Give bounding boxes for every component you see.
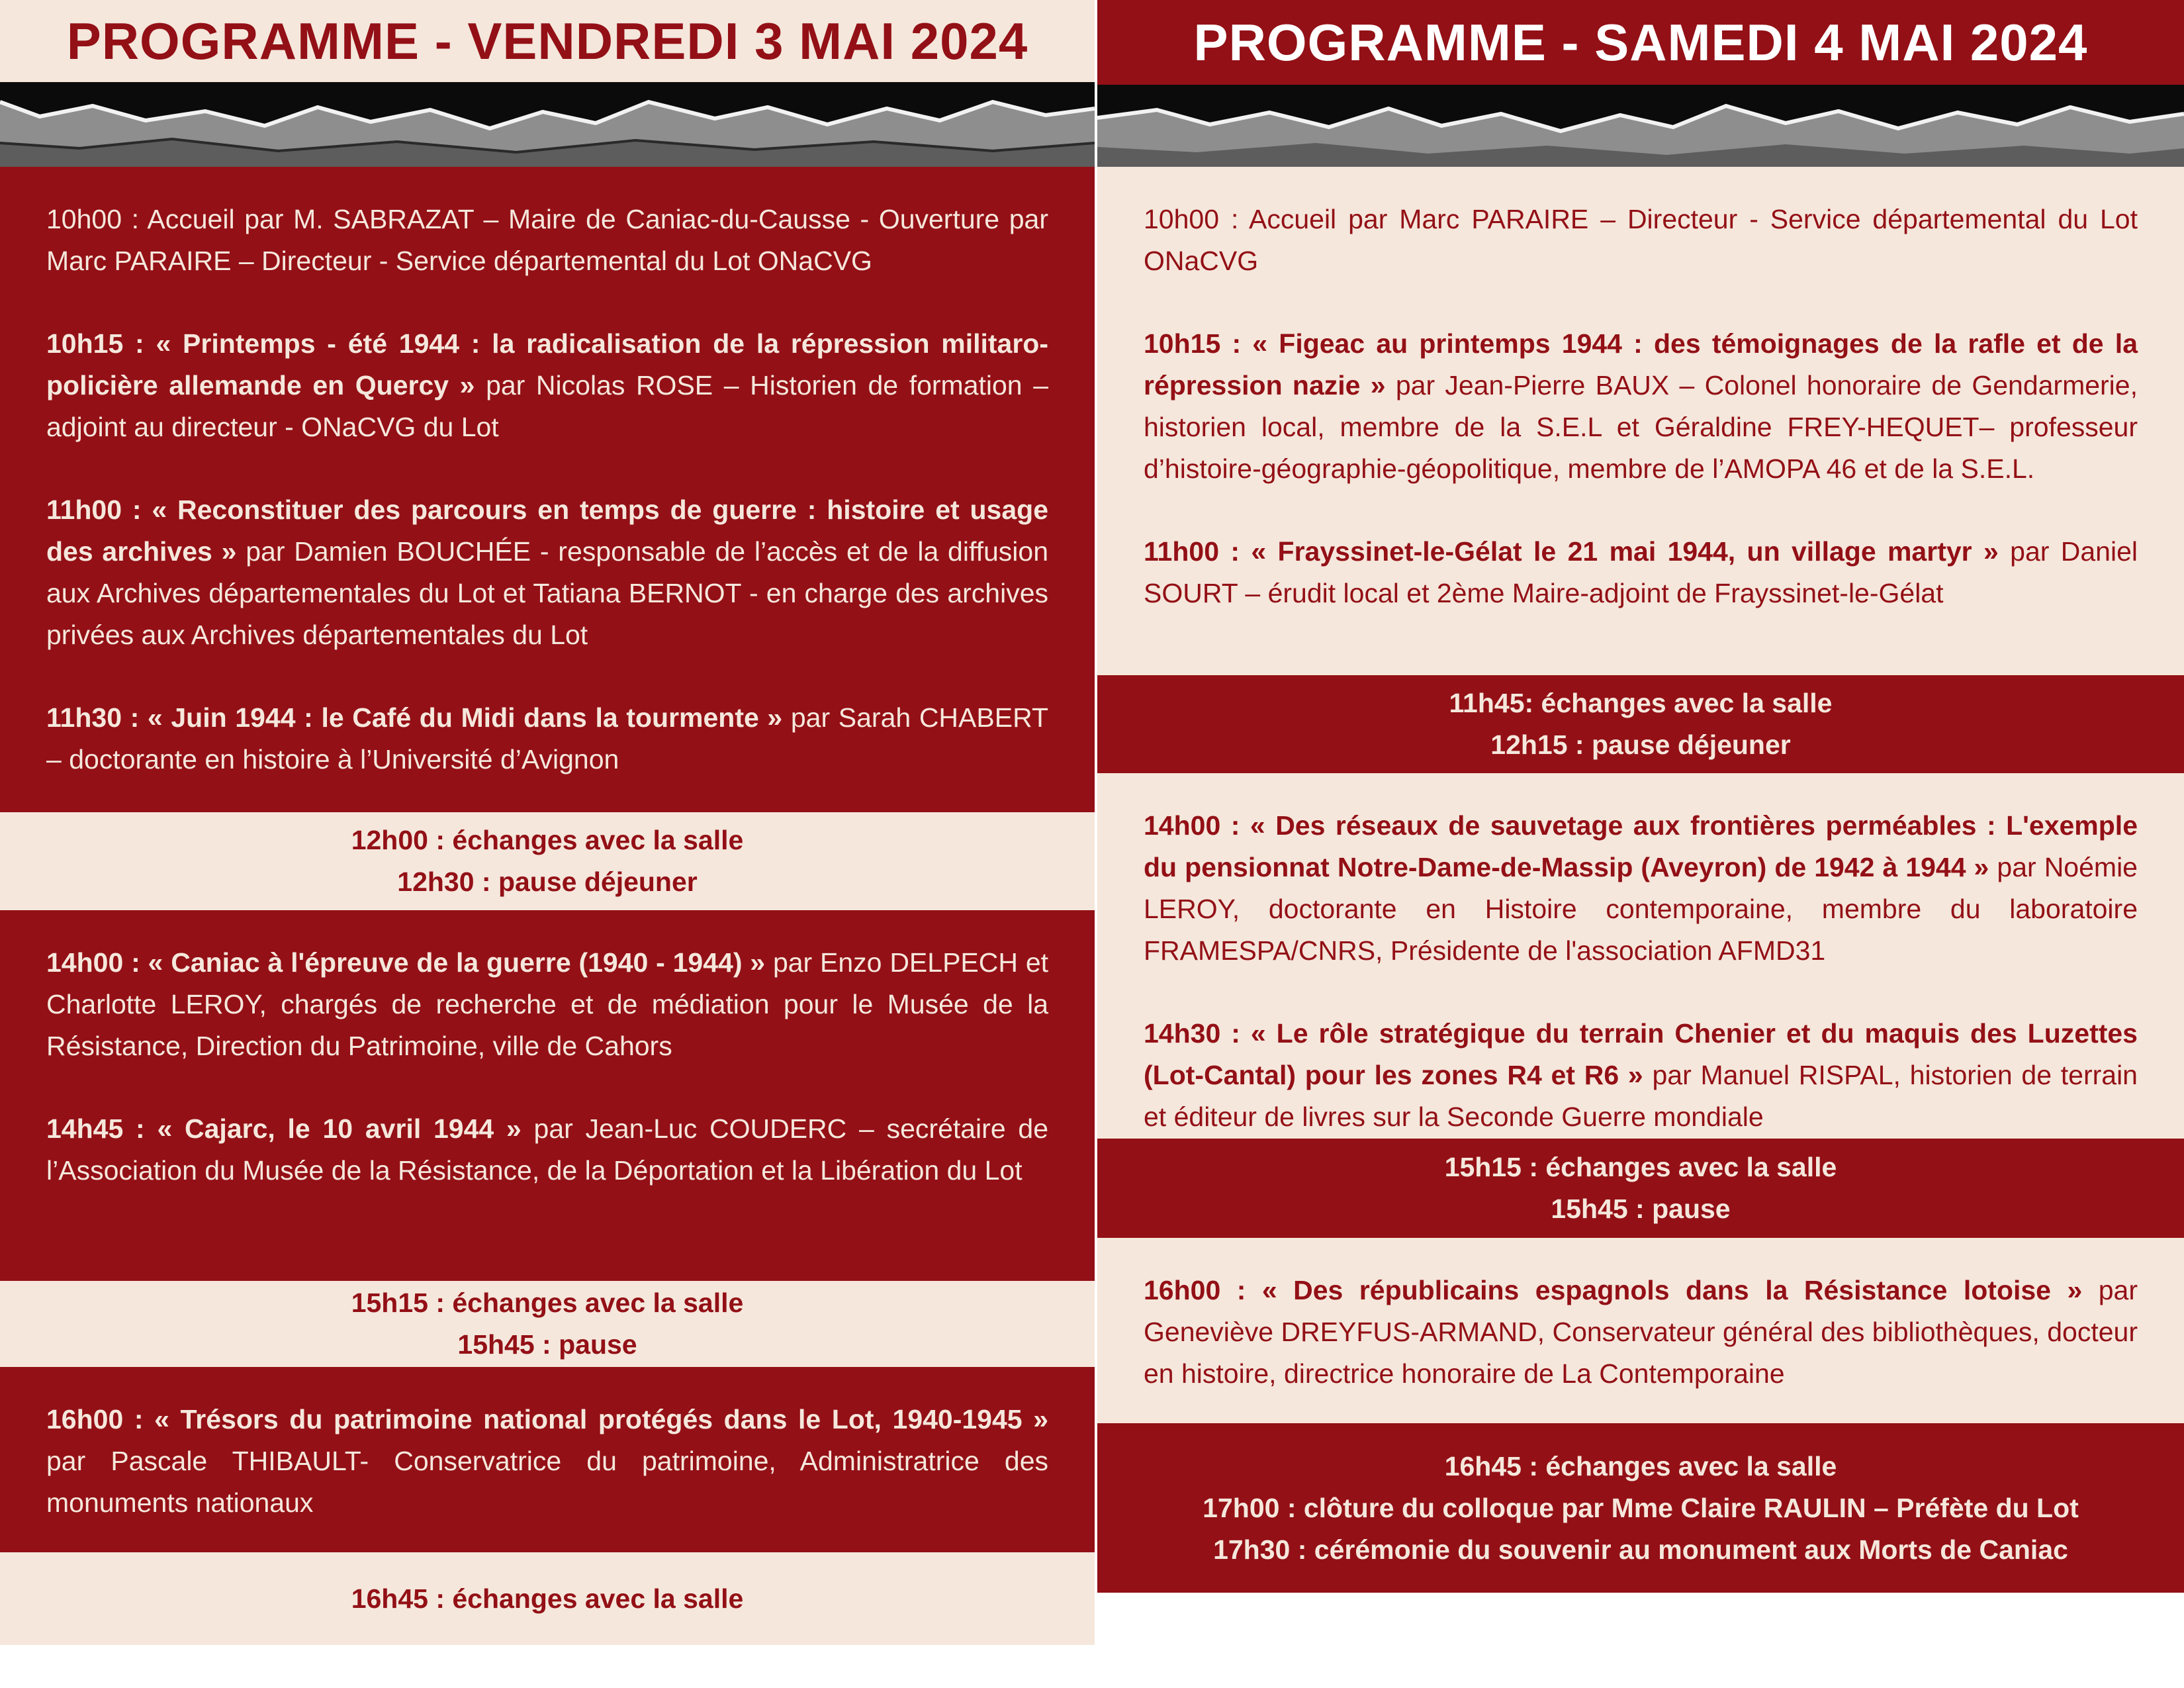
band-line: 11h45: échanges avec la salle (1449, 688, 1833, 718)
band-line: 17h30 : cérémonie du souvenir au monument aux Morts de Caniac (1213, 1534, 2068, 1565)
saturday-pause-band (1097, 1139, 2184, 1238)
rock-texture-image (0, 82, 1095, 167)
talk-speakers: par Sarah CHABERT – doctorante en histoire à l’Université d’Avignon (46, 702, 1048, 774)
saturday-closing-band (1097, 1423, 2184, 1593)
friday-header (0, 0, 1095, 82)
friday-item-1130 (46, 697, 1048, 780)
saturday-item-1600 (1144, 1270, 2138, 1395)
saturday-morning-section (1097, 167, 2184, 675)
friday-title: PROGRAMME - VENDREDI 3 MAI 2024 (66, 11, 1028, 70)
talk-title: 11h30 : « Juin 1944 : le Café du Midi dans la tourmente » (46, 702, 783, 733)
band-line: 16h45 : échanges avec la salle (1444, 1450, 1837, 1481)
talk-title: 14h30 : « Le rôle stratégique du terrain Chenier et du maquis des Luzettes (Lot-Cantal) pour les zones R4 et R6 » (1144, 1018, 2138, 1090)
band-line: 15h15 : échanges avec la salle (1444, 1152, 1837, 1182)
band-line: 12h15 : pause déjeuner (1490, 729, 1791, 760)
talk-speakers: par Enzo DELPECH et Charlotte LEROY, chargés de recherche et de médiation pour le Musée de la Résistance, Direction du Patrimoine, ville de Cahors (46, 947, 1049, 1061)
talk-title: 14h00 : « Caniac à l'épreuve de la guerre (1940 - 1944) » (46, 947, 766, 978)
band-line: 15h45 : pause (1551, 1194, 1731, 1224)
band-line: 12h00 : échanges avec la salle (351, 825, 744, 855)
band-line: 12h30 : pause déjeuner (397, 867, 698, 897)
saturday-item-1400 (1144, 805, 2138, 972)
talk-speakers: par Daniel SOURT – érudit local et 2ème Maire-adjoint de Frayssinet-le-Gélat (1144, 536, 2138, 608)
talk-speakers: par Jean-Pierre BAUX – Colonel honoraire de Gendarmerie, historien local, membre de la S.E.L et Géraldine FREY-HEQUET– professeur d’histoire-géographie-géopolitique, membre de l’AMOPA 46 et de la S.E.L. (1144, 370, 2138, 484)
friday-item-1445 (46, 1108, 1048, 1192)
talk-title: 10h15 : « Figeac au printemps 1944 : des témoignages de la rafle et de la répression nazie » (1144, 328, 2138, 400)
talk-speakers: par Geneviève DREYFUS-ARMAND, Conservateur général des bibliothèques, docteur en histoire, directrice honoraire de La Contemporaine (1144, 1275, 2138, 1389)
saturday-item-1015 (1144, 323, 2138, 490)
saturday-item-1430 (1144, 1013, 2138, 1138)
friday-column (0, 0, 1095, 1645)
band-line: 16h45 : échanges avec la salle (351, 1583, 744, 1614)
friday-morning-section (0, 167, 1095, 812)
friday-lunch-band (0, 812, 1095, 910)
band-line: 15h15 : échanges avec la salle (351, 1288, 744, 1318)
friday-item-1015 (46, 323, 1048, 448)
friday-item-1400 (46, 942, 1048, 1067)
talk-title: 11h00 : « Reconstituer des parcours en temps de guerre : histoire et usage des archives » (46, 494, 1048, 567)
torn-rock-banner (1097, 85, 2184, 167)
saturday-afternoon-section (1097, 773, 2184, 1139)
torn-rock-banner (0, 82, 1095, 167)
item-text: 10h00 : Accueil par Marc PARAIRE – Directeur - Service départemental du Lot ONaCVG (1144, 204, 2138, 276)
saturday-lunch-band (1097, 675, 2184, 773)
saturday-header (1097, 0, 2184, 85)
talk-title: 16h00 : « Des républicains espagnols dans la Résistance lotoise » (1144, 1275, 2083, 1305)
band-line: 15h45 : pause (457, 1329, 637, 1360)
rock-texture-image (1097, 85, 2184, 167)
talk-speakers: par Manuel RISPAL, historien de terrain et éditeur de livres sur la Seconde Guerre mondiale (1144, 1060, 2138, 1132)
talk-title: 16h00 : « Trésors du patrimoine national protégés dans le Lot, 1940-1945 » (46, 1404, 1048, 1434)
talk-speakers: par Jean-Luc COUDERC – secrétaire de l’Association du Musée de la Résistance, de la Déportation et la Libération du Lot (46, 1113, 1048, 1186)
talk-title: 14h45 : « Cajarc, le 10 avril 1944 » (46, 1113, 522, 1144)
talk-speakers: par Pascale THIBAULT- Conservatrice du patrimoine, Administratrice des monuments nationaux (46, 1446, 1048, 1518)
saturday-title: PROGRAMME - SAMEDI 4 MAI 2024 (1193, 13, 2088, 71)
band-line: 17h00 : clôture du colloque par Mme Claire RAULIN – Préfète du Lot (1203, 1492, 2079, 1523)
saturday-late-section (1097, 1238, 2184, 1423)
talk-title: 11h00 : « Frayssinet-le-Gélat le 21 mai 1944, un village martyr » (1144, 536, 1999, 567)
talk-speakers: par Nicolas ROSE – Historien de formation – adjoint au directeur - ONaCVG du Lot (46, 370, 1049, 442)
friday-item-1000 (46, 199, 1048, 282)
friday-afternoon-section (0, 910, 1095, 1281)
friday-late-section (0, 1367, 1095, 1552)
friday-pause-band (0, 1281, 1095, 1367)
talk-title: 10h15 : « Printemps - été 1944 : la radicalisation de la répression militaro-policière allemande en Quercy » (46, 328, 1048, 400)
talk-title: 14h00 : « Des réseaux de sauvetage aux frontières perméables : L'exemple du pensionnat Notre-Dame-de-Massip (Aveyron) de 1942 à 1944 » (1144, 810, 2138, 882)
item-text: 10h00 : Accueil par M. SABRAZAT – Maire de Caniac-du-Causse - Ouverture par Marc PARAIRE – Directeur - Service départemental du Lot ONaCVG (46, 204, 1048, 276)
saturday-item-1000 (1144, 199, 2138, 282)
friday-item-1100 (46, 489, 1048, 656)
friday-closing-band (0, 1552, 1095, 1645)
talk-speakers: par Damien BOUCHÉE - responsable de l’accès et de la diffusion aux Archives départementales du Lot et Tatiana BERNOT - en charge des archives privées aux Archives départementales du Lot (46, 536, 1049, 650)
saturday-column (1097, 0, 2184, 1593)
saturday-item-1100 (1144, 531, 2138, 614)
friday-item-1600 (46, 1399, 1048, 1524)
talk-speakers: par Noémie LEROY, doctorante en Histoire contemporaine, membre du laboratoire FRAMESPA/CNRS, Présidente de l'association AFMD31 (1144, 852, 2138, 966)
